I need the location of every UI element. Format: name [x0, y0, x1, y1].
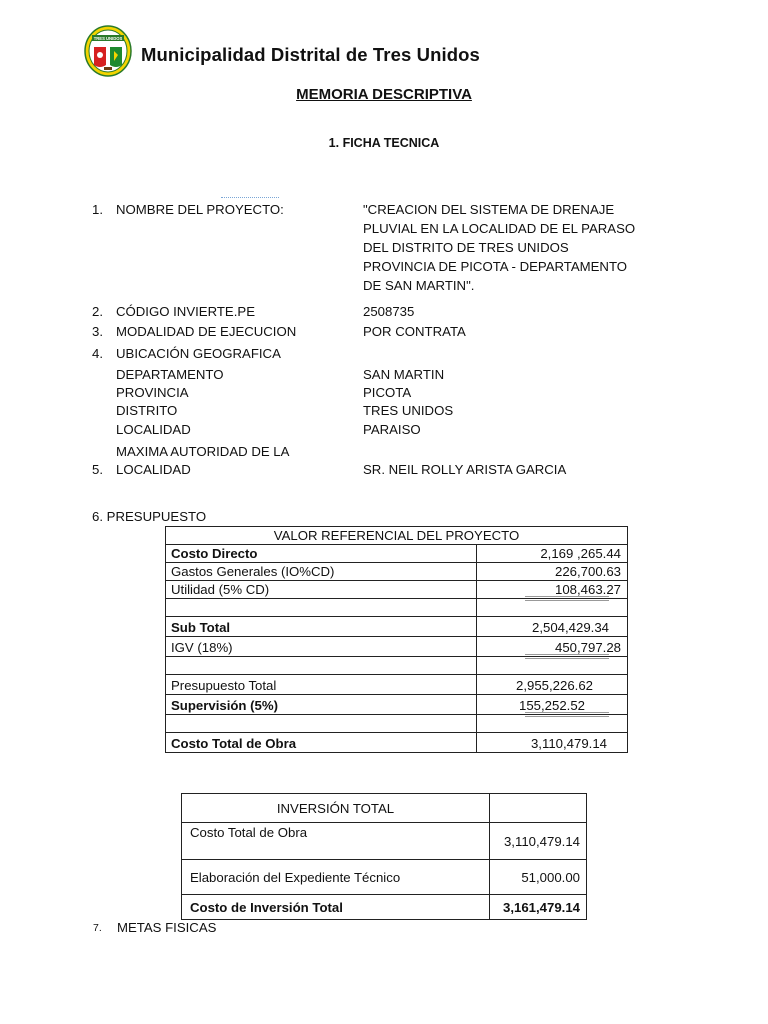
field-label-authority-line2: LOCALIDAD [116, 462, 191, 477]
location-label-locality: LOCALIDAD [116, 422, 191, 437]
budget-row-label: Supervisión (5%) [166, 695, 477, 715]
field-label-invierte-code: CÓDIGO INVIERTE.PE [116, 304, 255, 319]
field-label-execution-mode: MODALIDAD DE EJECUCION [116, 324, 297, 339]
budget-heading: 6. PRESUPUESTO [92, 509, 207, 524]
double-underline [525, 712, 609, 717]
double-underline [525, 654, 609, 659]
budget-row-label: IGV (18%) [166, 637, 477, 657]
field-number: 5. [92, 462, 103, 477]
field-value-execution-mode: POR CONTRATA [363, 324, 466, 339]
field-label-project-name: NOMBRE DEL PROYECTO: [116, 202, 284, 217]
goals-label: METAS FISICAS [117, 920, 217, 935]
budget-blank-cell [166, 715, 477, 733]
investment-row-label: Elaboración del Expediente Técnico [182, 860, 490, 895]
budget-row-value: 226,700.63 [477, 563, 628, 581]
budget-blank-cell [477, 599, 628, 617]
budget-row-value: 2,955,226.62 [477, 675, 628, 695]
svg-text:TRES UNIDOS: TRES UNIDOS [93, 36, 123, 41]
budget-row-value-text: 108,463.27 [554, 582, 621, 597]
investment-title-blank [490, 794, 587, 823]
investment-row-value: 3,161,479.14 [490, 895, 587, 920]
budget-row-value [477, 695, 628, 715]
budget-row-label: Utilidad (5% CD) [166, 581, 477, 599]
budget-row-label: Sub Total [166, 617, 477, 637]
goals-number: 7. [93, 922, 102, 934]
organization-title: Municipalidad Distrital de Tres Unidos [141, 44, 480, 65]
location-value-department: SAN MARTIN [363, 367, 445, 382]
document-title: MEMORIA DESCRIPTIVA [296, 86, 472, 103]
field-value-invierte-code: 2508735 [363, 304, 415, 319]
field-number: 2. [92, 304, 103, 319]
location-label-department: DEPARTAMENTO [116, 367, 224, 382]
budget-row-value: 2,504,429.34 [477, 617, 628, 637]
budget-row-value [477, 581, 628, 599]
investment-row-value: 51,000.00 [490, 860, 587, 895]
investment-table [181, 793, 587, 920]
budget-row-value: 2,169 ,265.44 [477, 545, 628, 563]
budget-table-title: VALOR REFERENCIAL DEL PROYECTO [166, 527, 628, 545]
budget-row-label: Presupuesto Total [166, 675, 477, 695]
budget-blank-cell [166, 657, 477, 675]
budget-row-value-text: 450,797.28 [554, 640, 621, 655]
field-number: 4. [92, 346, 103, 361]
budget-row-value-text: 155,252.52 [518, 698, 585, 713]
location-label-district: DISTRITO [116, 403, 178, 418]
budget-row-value: 3,110,479.14 [477, 733, 628, 753]
budget-blank-cell [477, 715, 628, 733]
field-number: 1. [92, 202, 103, 217]
field-value-project-name: "CREACION DEL SISTEMA DE DRENAJE PLUVIAL EN LA LOCALIDAD DE EL PARASO DEL DISTRITO DE TRES UNIDOS PROVINCIA DE PICOTA - DEPARTAMENTO DE SAN MARTIN". [363, 202, 636, 293]
budget-blank-cell [166, 599, 477, 617]
location-value-province: PICOTA [363, 385, 412, 400]
field-value-authority: SR. NEIL ROLLY ARISTA GARCIA [363, 462, 567, 477]
field-label-authority-line1: MAXIMA AUTORIDAD DE LA [116, 444, 290, 459]
budget-row-label: Costo Directo [166, 545, 477, 563]
budget-row-label: Costo Total de Obra [166, 733, 477, 753]
field-label-location: UBICACIÓN GEOGRAFICA [116, 346, 281, 361]
budget-table [165, 526, 628, 753]
investment-row-label: Costo Total de Obra [182, 823, 490, 860]
location-value-district: TRES UNIDOS [363, 403, 454, 418]
location-label-province: PROVINCIA [116, 385, 189, 400]
investment-row-label: Costo de Inversión Total [182, 895, 490, 920]
double-underline [525, 596, 609, 601]
investment-table-title: INVERSIÓN TOTAL [182, 794, 490, 823]
budget-row-value [477, 637, 628, 657]
section-title: 1. FICHA TECNICA [328, 136, 440, 150]
location-value-locality: PARAISO [363, 422, 421, 437]
investment-row-value: 3,110,479.14 [490, 823, 587, 860]
field-number: 3. [92, 324, 103, 339]
municipal-seal-logo [84, 25, 132, 77]
budget-blank-cell [477, 657, 628, 675]
budget-row-label: Gastos Generales (IO%CD) [166, 563, 477, 581]
